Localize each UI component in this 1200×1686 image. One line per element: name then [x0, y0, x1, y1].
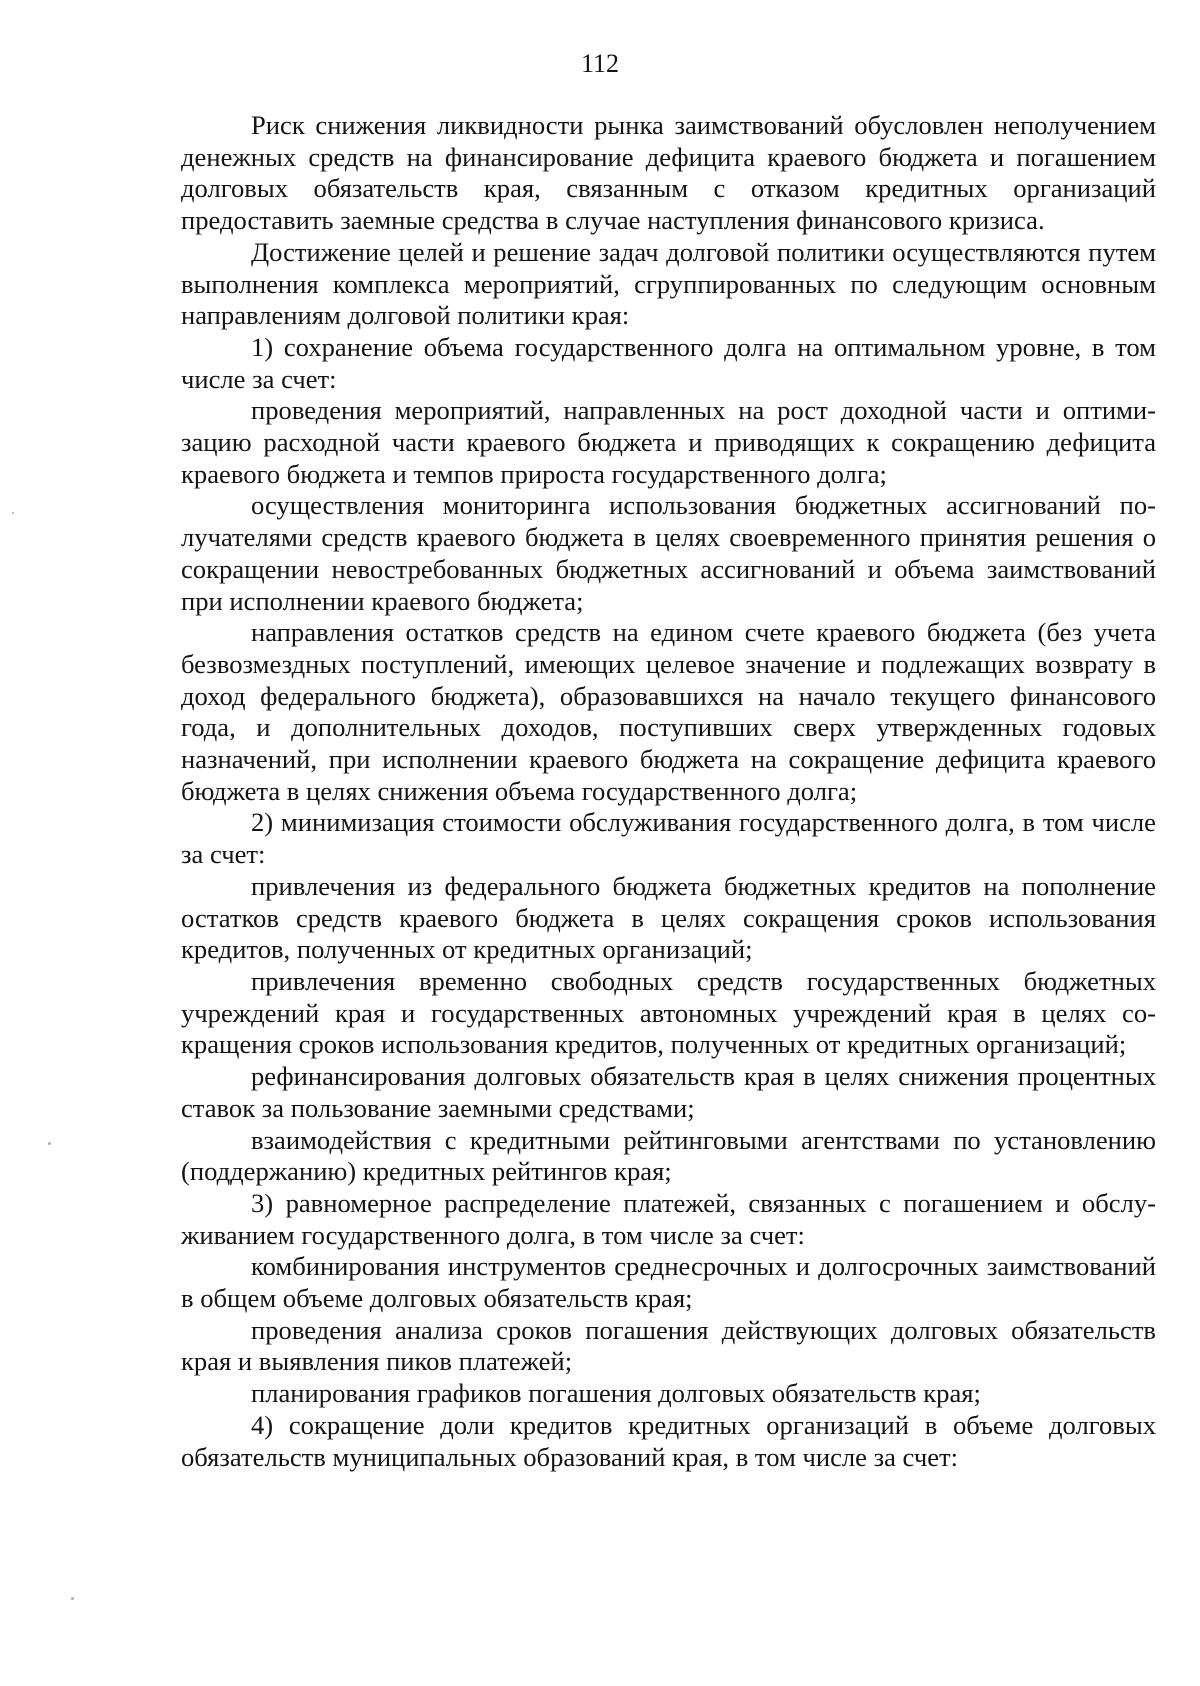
paragraph: привлечения из федерального бюджета бюджетных кредитов на пополнение остатков средств краевого бюджета в целях сокращения сроков использования кредитов, полученных от кредитных организаций;	[181, 870, 1156, 965]
body-text	[181, 110, 1156, 1473]
paragraph: проведения анализа сроков погашения действующих долговых обязательств края и выявления пиков платежей;	[181, 1314, 1156, 1377]
paragraph: осуществления мониторинга использования бюджетных ассигнований получателями средств краевого бюджета в целях своевременного принятия решения о сокращении невостребованных бюджетных ассигнований и объема заимствований при исполнении краевого бюджета;	[181, 490, 1156, 616]
scan-speck	[71, 1597, 74, 1600]
paragraph: планирования графиков погашения долговых обязательств края;	[251, 1378, 981, 1409]
paragraph: проведения мероприятий, направленных на рост доходной части и оптимизацию расходной части краевого бюджета и приводящих к сокращению дефицита краевого бюджета и темпов прироста государственного долга;	[181, 395, 1156, 489]
list-item: 4) сокращение доли кредитов кредитных организаций в объеме долговых обязательств муниципальных образований края, в том числе за счет:	[181, 1409, 1156, 1472]
paragraph: направления остатков средств на едином счете краевого бюджета (без учета безвозмездных поступлений, имеющих целевое значение и подлежащих возврату в доход федерального бюджета), образовавшихся на начало текущего финансового года, и дополнительных доходов, поступивших сверх утвержденных годовых назначений, при исполнении краевого бюджета на сокращение дефицита краевого бюджета в целях снижения объема государственного долга;	[181, 617, 1156, 806]
scan-speck	[48, 1142, 51, 1145]
paragraph: рефинансирования долговых обязательств края в целях снижения процентных ставок за пользование заемными средствами;	[181, 1061, 1156, 1123]
paragraph: Риск снижения ликвидности рынка заимствований обусловлен неполучением денежных средств на финансирование дефицита краевого бюджета и погашением долговых обязательств края, связанным с отказом кредитных организаций предоставить заемные средства в случае наступления финансового кризиса.	[181, 110, 1156, 236]
paragraph: привлечения временно свободных средств государственных бюджетных учреждений края и государственных автономных учреждений края в целях сокращения сроков использования кредитов, полученных от кредитных организаций;	[181, 965, 1156, 1060]
scan-speck	[12, 512, 14, 514]
list-item: 3) равномерное распределение платежей, связанных с погашением и обслуживанием государственного долга, в том числе за счет:	[181, 1187, 1156, 1250]
paragraph: взаимодействия с кредитными рейтинговыми агентствами по установлению (поддержанию) кредитных рейтингов края;	[181, 1124, 1156, 1187]
list-item: 2) минимизация стоимости обслуживания государственного долга, в том числе за счет:	[181, 807, 1156, 870]
paragraph: комбинирования инструментов среднесрочных и долгосрочных заимствований в общем объеме долговых обязательств края;	[181, 1251, 1156, 1314]
page-number: 112	[580, 49, 620, 78]
paragraph: Достижение целей и решение задач долговой политики осуществляются путем выполнения комплекса мероприятий, сгруппированных по следующим основным направлениям долговой политики края:	[181, 236, 1156, 331]
list-item: 1) сохранение объема государственного долга на оптимальном уровне, в том числе за счет:	[181, 331, 1156, 394]
